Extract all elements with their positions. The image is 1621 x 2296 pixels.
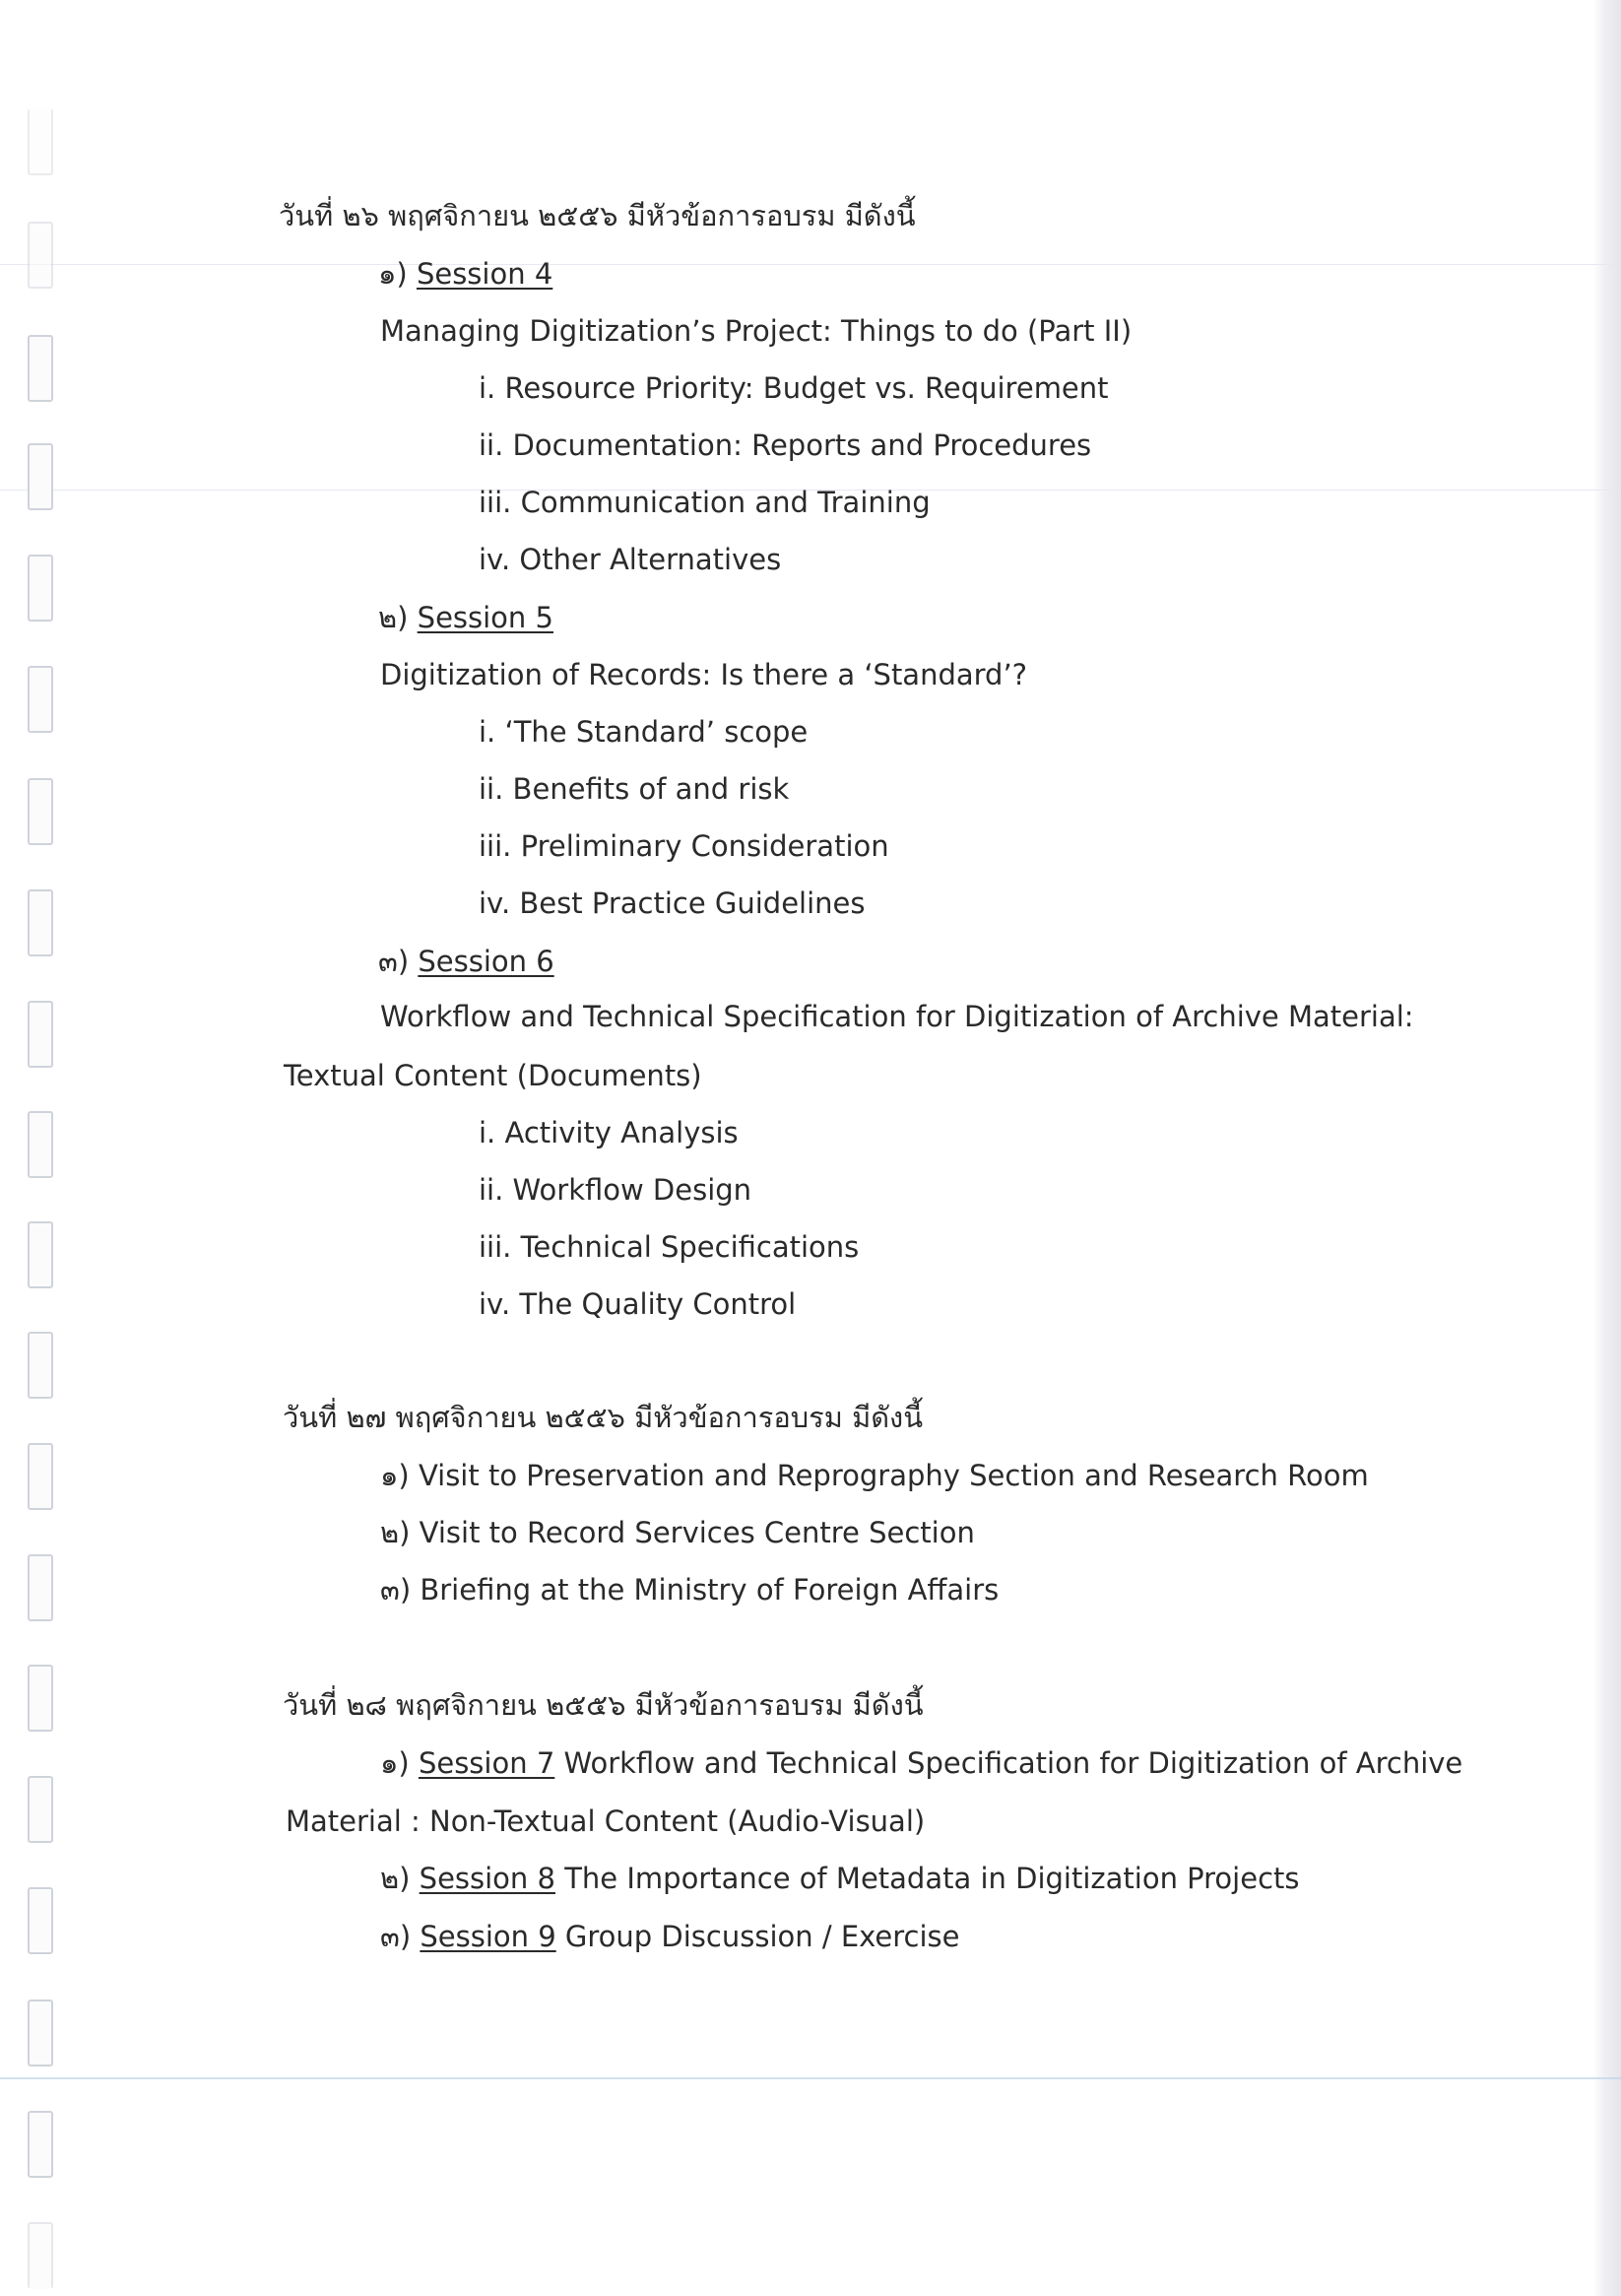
binder-hole xyxy=(28,1776,53,1843)
binder-hole xyxy=(28,2111,53,2178)
binder-hole xyxy=(28,1332,53,1399)
sub-item: iv. The Quality Control xyxy=(479,1287,797,1321)
session-description: Group Discussion / Exercise xyxy=(555,1920,960,1953)
list-item: ๓) Briefing at the Ministry of Foreign Affairs xyxy=(380,1573,1000,1607)
session-line xyxy=(378,598,553,637)
sub-item: ii. Documentation: Reports and Procedures xyxy=(479,428,1092,462)
session-title: Digitization of Records: Is there a ‘Standard’? xyxy=(380,658,1028,691)
binder-hole xyxy=(28,889,53,956)
session-line xyxy=(380,1917,960,1956)
binder-hole xyxy=(28,1111,53,1178)
session-label: Session 8 xyxy=(419,1862,555,1895)
session-label: Session 6 xyxy=(418,945,554,978)
session-label: Session 7 xyxy=(418,1746,555,1780)
session-label: Session 5 xyxy=(417,601,553,634)
scan-line xyxy=(0,264,1621,265)
list-item: ๑) Visit to Preservation and Reprography Section and Research Room xyxy=(380,1459,1369,1492)
session-label: Session 9 xyxy=(420,1920,556,1953)
list-item: ๒) Visit to Record Services Centre Section xyxy=(380,1516,975,1549)
sub-item: iii. Preliminary Consideration xyxy=(479,829,889,863)
binder-hole xyxy=(28,555,53,622)
binder-holes xyxy=(28,0,57,2296)
sub-item: i. Resource Priority: Budget vs. Requirement xyxy=(479,371,1109,405)
session-description-continued: Material : Non-Textual Content (Audio-Visual) xyxy=(286,1804,926,1838)
binder-hole xyxy=(28,1221,53,1288)
sub-item: i. ‘The Standard’ scope xyxy=(479,715,809,749)
binder-hole xyxy=(28,335,53,402)
item-number: ๑) xyxy=(380,1746,410,1780)
session-description: Workflow and Technical Specification for Digitization of Archive xyxy=(554,1746,1463,1780)
session-line xyxy=(380,1859,1300,1898)
binder-hole xyxy=(28,778,53,845)
day-heading: วันที่ ๒๘ พฤศจิกายน ๒๕๕๖ มีหัวข้อการอบรม มีดังนี้ xyxy=(283,1688,924,1722)
sub-item: iv. Other Alternatives xyxy=(479,543,782,576)
sub-item: iii. Technical Specifications xyxy=(479,1230,860,1264)
binder-hole xyxy=(28,1665,53,1732)
sub-item: i. Activity Analysis xyxy=(479,1116,739,1149)
scan-line xyxy=(0,2077,1621,2079)
item-number: ๒) xyxy=(380,1862,411,1895)
binder-hole xyxy=(28,1887,53,1954)
sub-item: iv. Best Practice Guidelines xyxy=(479,886,866,920)
binder-hole xyxy=(28,666,53,733)
item-number: ๓) xyxy=(380,1920,412,1953)
binder-hole xyxy=(28,2000,53,2066)
binder-hole xyxy=(28,1001,53,1068)
sub-item: ii. Workflow Design xyxy=(479,1173,752,1207)
session-line xyxy=(378,254,552,294)
scan-edge-shadow xyxy=(1593,0,1621,2296)
binder-hole xyxy=(28,1554,53,1621)
session-line xyxy=(378,942,554,981)
binder-hole xyxy=(28,222,53,289)
binder-hole xyxy=(28,108,53,175)
session-line xyxy=(380,1743,1462,1783)
day-heading: วันที่ ๒๖ พฤศจิกายน ๒๕๕๖ มีหัวข้อการอบรม มีดังนี้ xyxy=(279,199,916,232)
sub-item: iii. Communication and Training xyxy=(479,486,931,519)
binder-hole xyxy=(28,1443,53,1510)
item-number: ๑) xyxy=(378,257,408,291)
binder-hole xyxy=(28,2222,53,2289)
session-title-continued: Textual Content (Documents) xyxy=(284,1059,702,1092)
binder-hole xyxy=(28,443,53,510)
session-title: Managing Digitization’s Project: Things to do (Part II) xyxy=(380,314,1133,348)
session-description: The Importance of Metadata in Digitization Projects xyxy=(554,1862,1300,1895)
item-number: ๒) xyxy=(378,601,409,634)
session-label: Session 4 xyxy=(416,257,553,291)
day-heading: วันที่ ๒๗ พฤศจิกายน ๒๕๕๖ มีหัวข้อการอบรม มีดังนี้ xyxy=(283,1401,924,1434)
session-title: Workflow and Technical Specification for Digitization of Archive Material: xyxy=(380,1000,1414,1033)
item-number: ๓) xyxy=(378,945,410,978)
sub-item: ii. Benefits of and risk xyxy=(479,772,790,806)
